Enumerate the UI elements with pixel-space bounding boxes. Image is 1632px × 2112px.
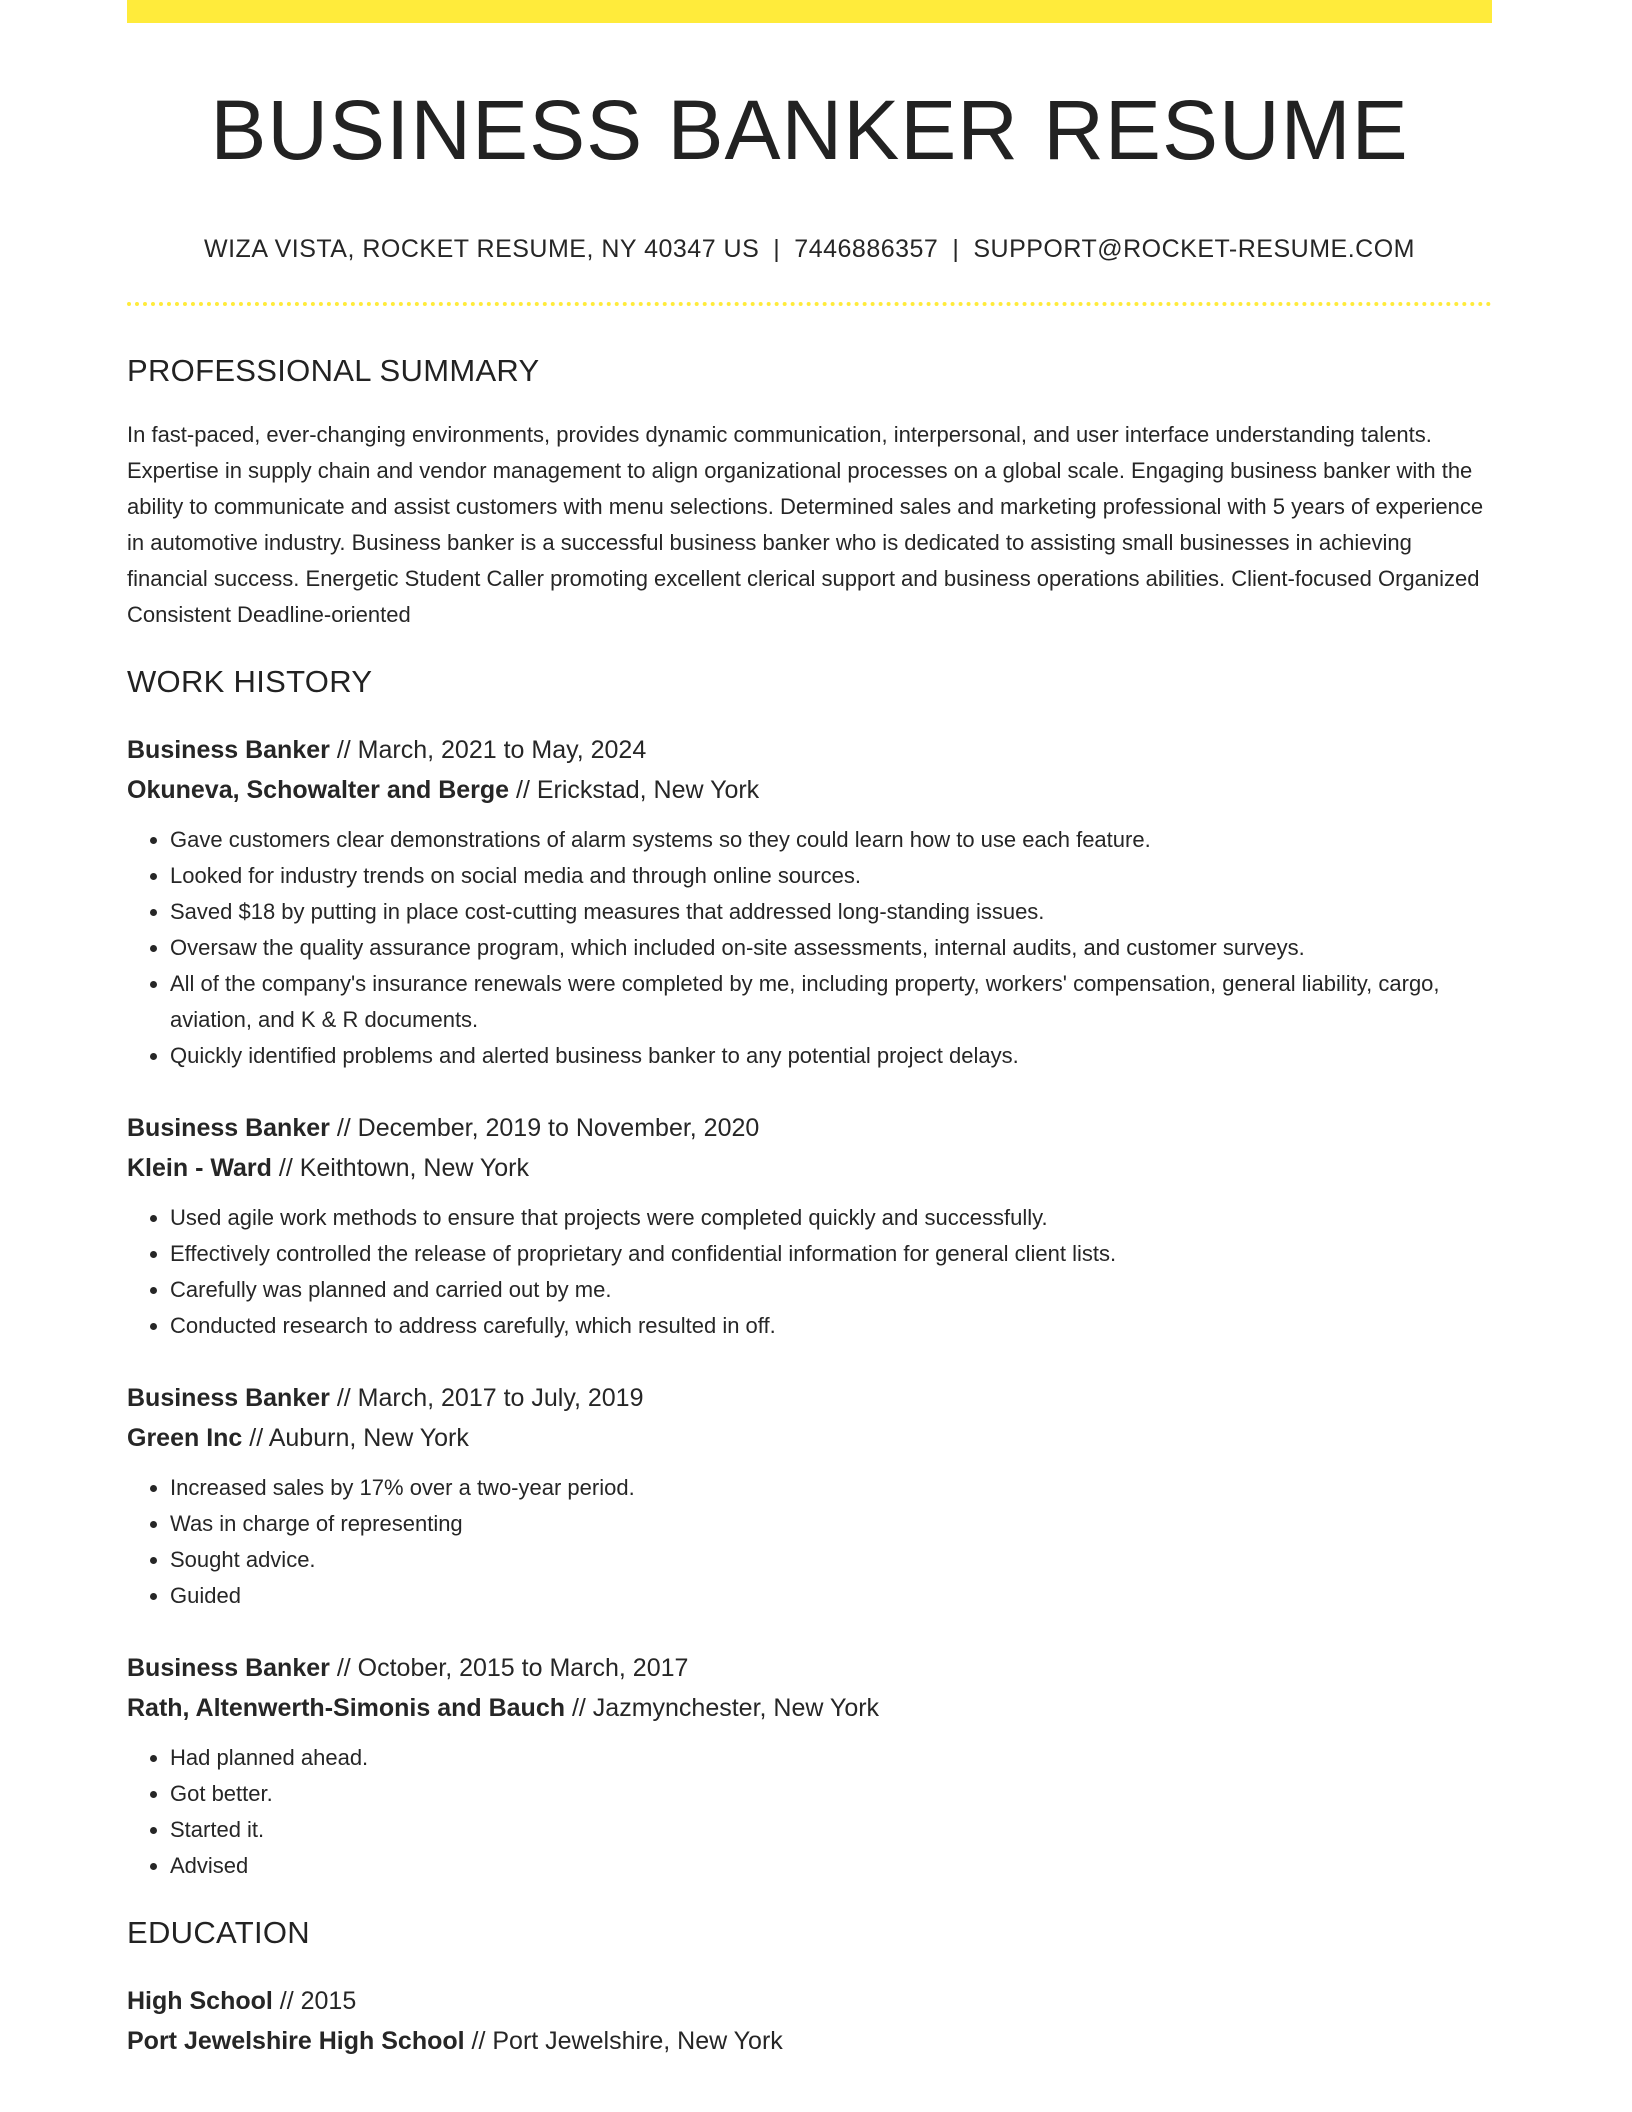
job-title: Business Banker <box>127 1114 330 1143</box>
accent-top-bar <box>127 0 1492 23</box>
job-title-line <box>127 1378 1492 1418</box>
job-location: // Keithtown, New York <box>271 1154 530 1183</box>
dotted-divider <box>127 302 1492 306</box>
summary-heading: PROFESSIONAL SUMMARY <box>127 352 540 388</box>
job-location: // Erickstad, New York <box>509 776 760 805</box>
job-bullet: • Quickly identified problems and alerted business banker to any potential project delays. <box>170 1038 1492 1074</box>
contact-email: SUPPORT@ROCKET-RESUME.COM <box>973 234 1415 263</box>
job-bullet: • Oversaw the quality assurance program, which included on-site assessments, internal audits, and customer surveys. <box>170 930 1492 966</box>
job-bullets <box>127 1200 1492 1344</box>
job-title: Business Banker <box>127 1384 330 1413</box>
job-bullet: • Got better. <box>170 1776 1492 1812</box>
summary-text: In fast-paced, ever-changing environments, provides dynamic communication, interpersonal, and user interface understanding talents. Expertise in supply chain and vendor management to align organizational processes on a global scale. Engaging business banker with the ability to communicate and assist customers with menu selections. Determined sales and marketing professional with 5 years of experience in automotive industry. Business banker is a successful business banker who is dedicated to assisting small businesses in achieving financial success. Energetic Student Caller promoting excellent clerical support and business operations abilities. Client-focused Organized Consistent Deadline-oriented <box>127 421 1484 627</box>
education-school: Port Jewelshire High School <box>127 2027 465 2056</box>
job-bullet: • Looked for industry trends on social media and through online sources. <box>170 858 1492 894</box>
job-entry <box>127 1648 1492 1884</box>
job-dates: // March, 2017 to July, 2019 <box>329 1384 644 1413</box>
job-company: Rath, Altenwerth-Simonis and Bauch <box>127 1694 566 1723</box>
job-title-line <box>127 730 1492 770</box>
job-bullet: • Conducted research to address carefully, which resulted in off. <box>170 1308 1492 1344</box>
contact-phone: 7446886357 <box>794 234 939 263</box>
resume-page <box>127 0 1492 2061</box>
job-bullet: • Gave customers clear demonstrations of alarm systems so they could learn how to use each feature. <box>170 822 1492 858</box>
job-dates: // March, 2021 to May, 2024 <box>329 736 647 765</box>
job-bullet: • Sought advice. <box>170 1542 1492 1578</box>
job-company-line <box>127 770 1492 810</box>
job-bullets <box>127 822 1492 1074</box>
job-bullets <box>127 1470 1492 1614</box>
job-bullet: • Started it. <box>170 1812 1492 1848</box>
education-degree-line <box>127 1981 1492 2021</box>
job-bullet: • Carefully was planned and carried out by me. <box>170 1272 1492 1308</box>
job-bullet: • Was in charge of representing <box>170 1506 1492 1542</box>
job-bullet: • Had planned ahead. <box>170 1740 1492 1776</box>
education-location: // Port Jewelshire, New York <box>464 2027 783 2056</box>
job-dates: // October, 2015 to March, 2017 <box>329 1654 689 1683</box>
contact-line <box>127 234 1492 264</box>
job-bullet: • Increased sales by 17% over a two-year period. <box>170 1470 1492 1506</box>
education-heading: EDUCATION <box>127 1915 310 1951</box>
job-bullet: • Advised <box>170 1848 1492 1884</box>
job-company-line <box>127 1688 1492 1728</box>
education-school-line <box>127 2021 1492 2061</box>
resume-title: BUSINESS BANKER RESUME <box>210 83 1409 177</box>
job-bullets <box>127 1740 1492 1884</box>
job-title-line <box>127 1108 1492 1148</box>
contact-address: WIZA VISTA, ROCKET RESUME, NY 40347 US <box>204 234 760 263</box>
job-company: Green Inc <box>127 1424 243 1453</box>
job-dates: // December, 2019 to November, 2020 <box>329 1114 760 1143</box>
education-degree: High School <box>127 1987 273 2016</box>
job-company: Klein - Ward <box>127 1154 272 1183</box>
education-year: // 2015 <box>272 1987 357 2016</box>
education-entry <box>127 1981 1492 2061</box>
job-bullet: • Used agile work methods to ensure that projects were completed quickly and successfully. <box>170 1200 1492 1236</box>
contact-separator: | <box>773 234 781 263</box>
job-location: // Jazmynchester, New York <box>565 1694 880 1723</box>
job-entry <box>127 1108 1492 1344</box>
job-company: Okuneva, Schowalter and Berge <box>127 776 510 805</box>
job-title: Business Banker <box>127 736 330 765</box>
job-title-line <box>127 1648 1492 1688</box>
job-company-line <box>127 1418 1492 1458</box>
job-location: // Auburn, New York <box>242 1424 469 1453</box>
contact-separator: | <box>952 234 960 263</box>
job-company-line <box>127 1148 1492 1188</box>
job-bullet: • Effectively controlled the release of proprietary and confidential information for general client lists. <box>170 1236 1492 1272</box>
job-entry <box>127 1378 1492 1614</box>
job-entry <box>127 730 1492 1074</box>
job-bullet: • All of the company's insurance renewals were completed by me, including property, workers' compensation, general liability, cargo, aviation, and K & R documents. <box>170 966 1492 1038</box>
job-bullet: • Guided <box>170 1578 1492 1614</box>
job-bullet: • Saved $18 by putting in place cost-cutting measures that addressed long-standing issues. <box>170 894 1492 930</box>
work-history-heading: WORK HISTORY <box>127 663 373 699</box>
job-title: Business Banker <box>127 1654 330 1683</box>
